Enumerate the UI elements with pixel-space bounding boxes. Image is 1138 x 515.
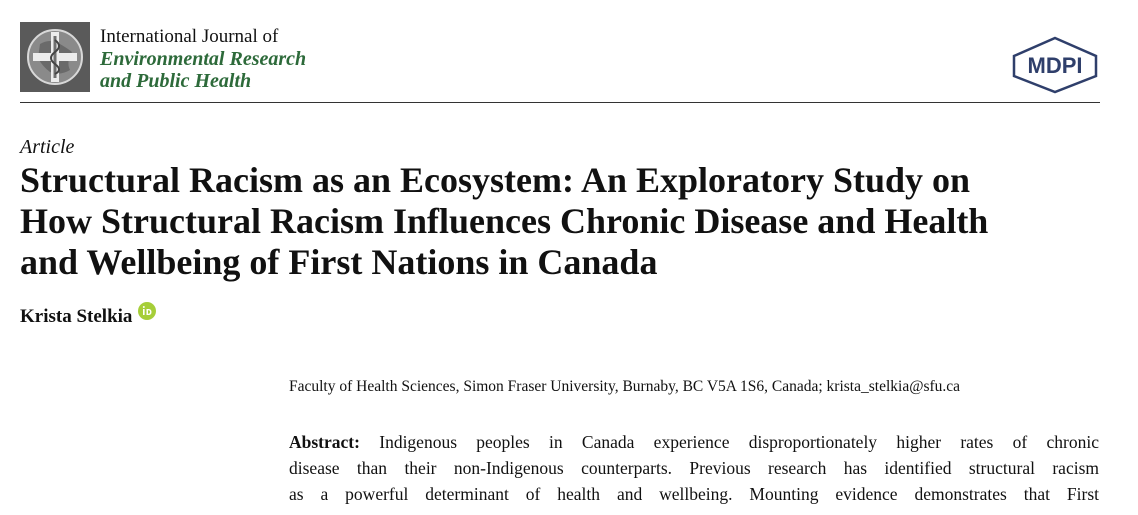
journal-name-line1: International Journal of	[100, 26, 279, 47]
article-type: Article	[20, 136, 75, 158]
author-row	[20, 306, 156, 328]
journal-emblem-icon	[20, 22, 90, 92]
abstract-line: as a powerful determinant of health and wellbeing. Mounting evidence demonstrates that First	[289, 484, 1099, 504]
orcid-icon[interactable]	[138, 302, 156, 320]
abstract-line	[289, 429, 1099, 455]
journal-name-line3: and Public Health	[100, 70, 252, 92]
mdpi-logo	[1010, 36, 1100, 94]
journal-header	[20, 22, 1100, 104]
article-title-line: Structural Racism as an Ecosystem: An Exploratory Study on	[20, 160, 971, 200]
abstract	[289, 429, 1099, 507]
article-title-line: How Structural Racism Influences Chronic Disease and Health	[20, 201, 989, 241]
article-title-line: and Wellbeing of First Nations in Canada	[20, 242, 658, 282]
mdpi-logo-text: MDPI	[1027, 53, 1083, 78]
abstract-label: Abstract:	[289, 432, 360, 452]
journal-name	[100, 26, 306, 92]
author-name: Krista Stelkia	[20, 306, 133, 327]
article-title	[20, 160, 1120, 283]
abstract-line: disease than their non-Indigenous counterparts. Previous research has identified structural racism	[289, 458, 1099, 478]
journal-name-line2: Environmental Research	[100, 48, 307, 70]
author-affiliation: Faculty of Health Sciences, Simon Fraser University, Burnaby, BC V5A 1S6, Canada; krista_stelkia@sfu.ca	[289, 378, 961, 395]
abstract-text: Indigenous peoples in Canada experience disproportionately higher rates of chronic	[359, 432, 1099, 452]
header-divider	[20, 102, 1100, 103]
